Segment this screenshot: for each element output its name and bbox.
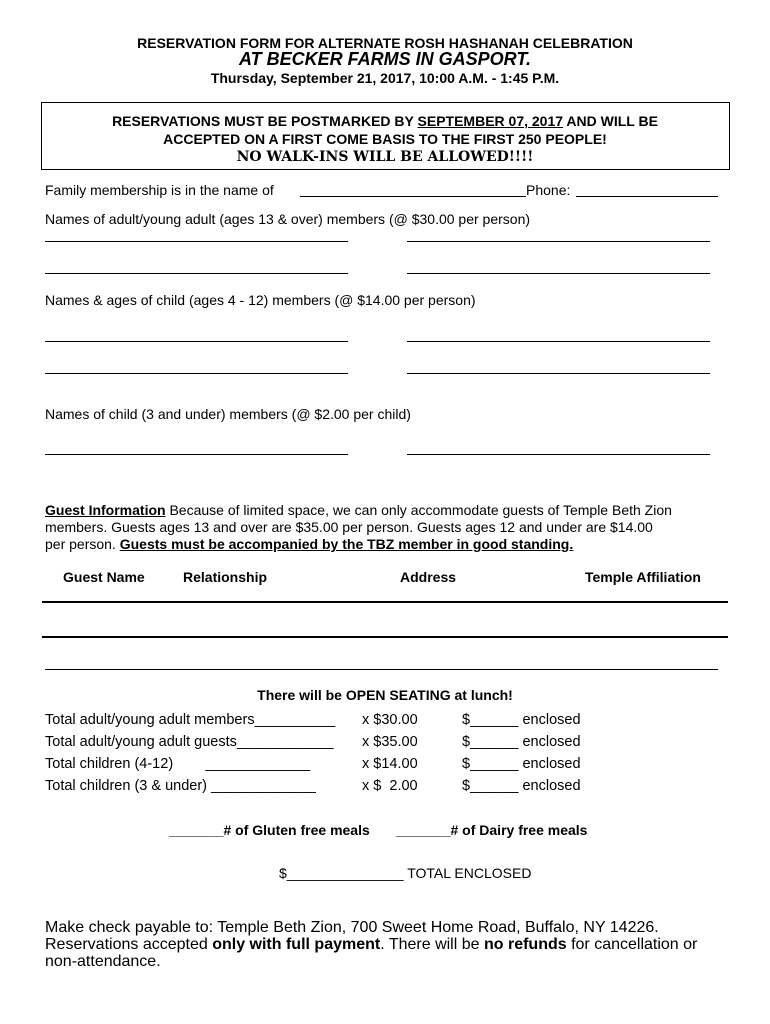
adult-name-field-1[interactable]	[45, 241, 348, 242]
guest-requirement: Guests must be accompanied by the TBZ member in good standing.	[119, 536, 574, 552]
col-guest-name: Guest Name	[63, 569, 145, 585]
child-name-field-4[interactable]	[407, 373, 710, 374]
guest-information: Guest Information Because of limited space, we can only accommodate guests of Temple Beth Zion members. Guests ages 13 and over are $35.00 per person. Guests ages 12 and under are $14.00 per person. Guests must be accompanied by the TBZ member in good standing.	[45, 502, 672, 552]
deadline-date: SEPTEMBER 07, 2017	[417, 113, 564, 129]
notice-line-1: RESERVATIONS MUST BE POSTMARKED BY SEPTEMBER 07, 2017 AND WILL BE	[112, 113, 658, 129]
total-children-amount[interactable]: $______ enclosed	[462, 756, 581, 772]
phone-field[interactable]	[576, 196, 718, 197]
adult-name-field-3[interactable]	[45, 273, 348, 274]
total-toddlers-field[interactable]: Total children (3 & under) _____________	[45, 778, 316, 794]
total-adult-members-rate: x $30.00	[362, 712, 418, 728]
total-toddlers-rate: x $ 2.00	[362, 778, 418, 794]
venue-title: AT BECKER FARMS IN GASPORT.	[238, 49, 532, 69]
payment-instructions: Make check payable to: Temple Beth Zion, 700 Sweet Home Road, Buffalo, NY 14226. Reservations accepted only with full payment. There will be no refunds for cancellation or non-attendance.	[45, 919, 698, 970]
guest-row-1[interactable]	[42, 601, 728, 603]
child-name-field-1[interactable]	[45, 341, 348, 342]
child-name-field-3[interactable]	[45, 373, 348, 374]
total-enclosed-field[interactable]: $_______________ TOTAL ENCLOSED	[279, 865, 532, 881]
toddler-name-field-1[interactable]	[45, 454, 348, 455]
form-title: RESERVATION FORM FOR ALTERNATE ROSH HASHANAH CELEBRATION	[137, 35, 633, 51]
membership-name-label: Family membership is in the name of	[45, 182, 274, 198]
notice-line-2: ACCEPTED ON A FIRST COME BASIS TO THE FIRST 250 PEOPLE!	[163, 131, 607, 147]
child-members-label: Names & ages of child (ages 4 - 12) members (@ $14.00 per person)	[45, 292, 476, 308]
adult-name-field-2[interactable]	[407, 241, 710, 242]
col-address: Address	[400, 569, 457, 585]
guest-info-heading: Guest Information	[45, 502, 166, 518]
col-relationship: Relationship	[183, 569, 268, 585]
child-name-field-2[interactable]	[407, 341, 710, 342]
total-adult-guests-amount[interactable]: $______ enclosed	[462, 734, 581, 750]
dairy-free-meals-field[interactable]: _______# of Dairy free meals	[396, 822, 588, 838]
open-seating-notice: There will be OPEN SEATING at lunch!	[257, 687, 513, 703]
total-adult-members-field[interactable]: Total adult/young adult members__________	[45, 712, 336, 728]
adult-members-label: Names of adult/young adult (ages 13 & over) members (@ $30.00 per person)	[45, 211, 531, 227]
guest-row-3[interactable]	[45, 669, 718, 670]
no-refunds-note: no refunds	[483, 936, 567, 953]
total-adult-guests-field[interactable]: Total adult/young adult guests____________	[45, 734, 334, 750]
total-children-field[interactable]: Total children (4-12) _____________	[45, 756, 311, 772]
toddler-name-field-2[interactable]	[407, 454, 710, 455]
guest-row-2[interactable]	[42, 636, 728, 638]
col-temple-affiliation: Temple Affiliation	[585, 569, 701, 585]
full-payment-note: only with full payment	[212, 936, 381, 953]
total-adult-guests-rate: x $35.00	[362, 734, 418, 750]
gluten-free-meals-field[interactable]: _______# of Gluten free meals	[169, 822, 370, 838]
total-children-rate: x $14.00	[362, 756, 418, 772]
toddler-members-label: Names of child (3 and under) members (@ $2.00 per child)	[45, 406, 411, 422]
event-date: Thursday, September 21, 2017, 10:00 A.M. - 1:45 P.M.	[210, 70, 560, 86]
adult-name-field-4[interactable]	[407, 273, 710, 274]
no-walkins-notice: NO WALK-INS WILL BE ALLOWED!!!!	[236, 149, 534, 165]
total-adult-members-amount[interactable]: $______ enclosed	[462, 712, 581, 728]
total-toddlers-amount[interactable]: $______ enclosed	[462, 778, 581, 794]
phone-label: Phone:	[526, 182, 571, 198]
membership-name-field[interactable]	[300, 196, 526, 197]
